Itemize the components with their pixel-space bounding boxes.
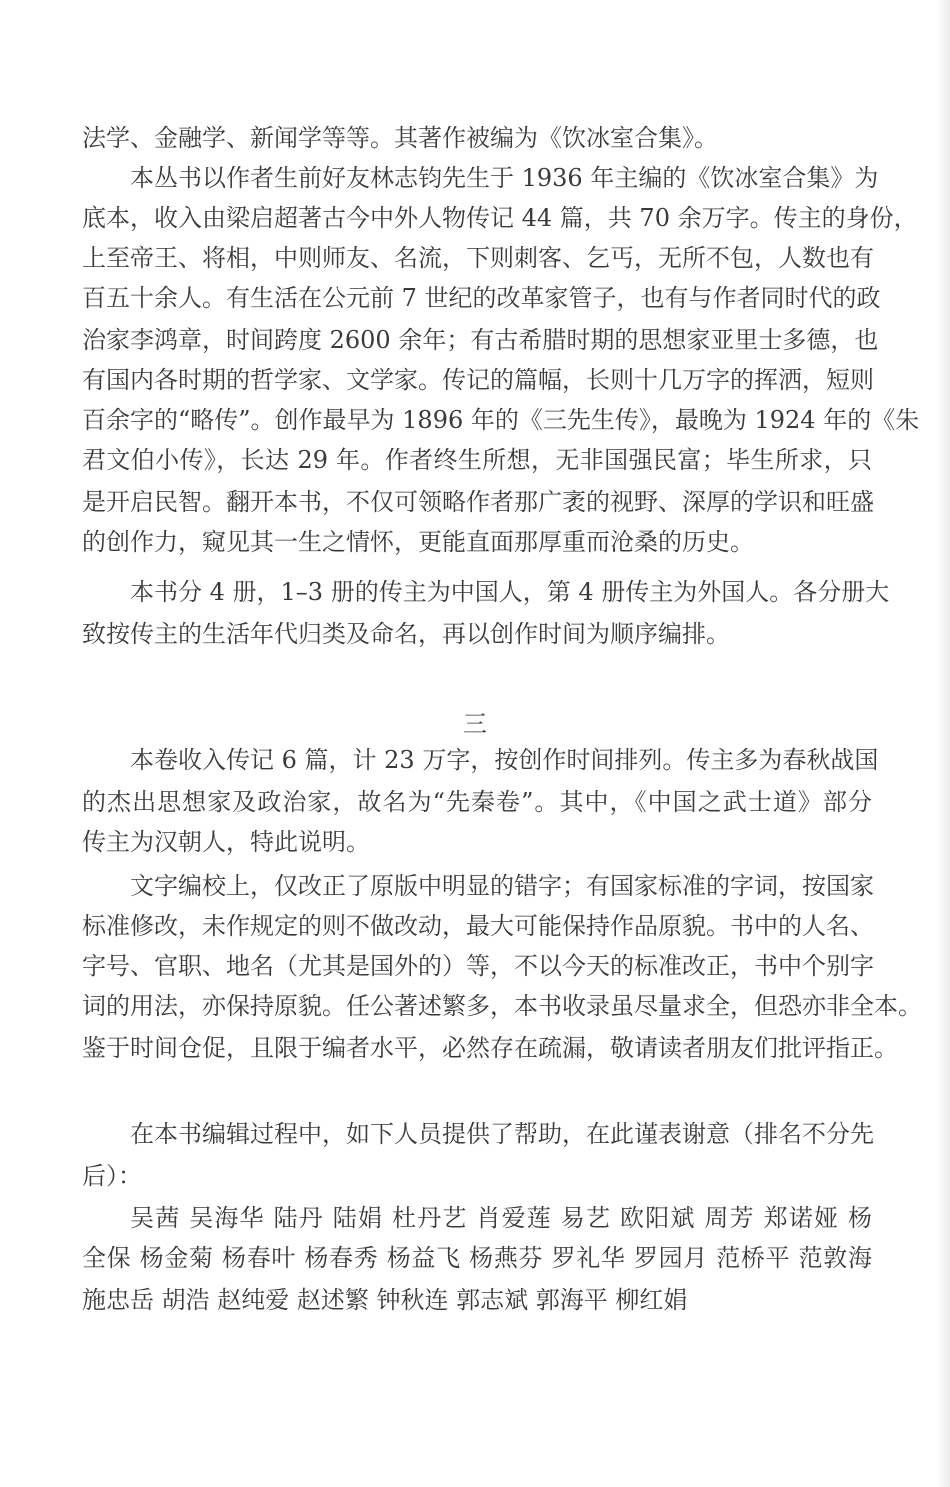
paragraph-line: 文字编校上，仅改正了原版中明显的错字；有国家标准的字词，按国家: [130, 872, 874, 900]
paragraph-line: 本丛书以作者生前好友林志钧先生于 1936 年主编的《饮冰室合集》为: [130, 164, 879, 192]
paragraph-line: 百余字的“略传”。创作最早为 1896 年的《三先生传》，最晚为 1924 年的《朱: [82, 406, 920, 434]
paragraph-line: 的杰出思想家及政治家，故名为“先秦卷”。其中，《中国之武士道》部分: [82, 788, 872, 816]
paragraph-line: 上至帝王、将相，中则师友、名流，下则刺客、乞丐，无所不包，人数也有: [82, 244, 874, 272]
paragraph-line: 有国内各时期的哲学家、文学家。传记的篇幅，长则十几万字的挥洒，短则: [82, 366, 874, 394]
paragraph-line: 底本，收入由梁启超著古今中外人物传记 44 篇，共 70 余万字。传主的身份，: [82, 204, 918, 232]
paragraph-line: 词的用法，亦保持原貌。任公著述繁多，本书收录虽尽量求全，但恐亦非全本。: [82, 992, 922, 1020]
paragraph-line: 致按传主的生活年代归类及命名，再以创作时间为顺序编排。: [82, 620, 730, 648]
paragraph-line: 是开启民智。翻开本书，不仅可领略作者那广袤的视野、深厚的学识和旺盛: [82, 488, 874, 516]
paragraph-line: 君文伯小传》，长达 29 年。作者终生所想，无非国强民富；毕生所求，只: [82, 446, 872, 474]
acknowledgement-line: 后）：: [82, 1162, 142, 1190]
paragraph-line: 法学、金融学、新闻学等等。其著作被编为《饮冰室合集》。: [82, 124, 718, 152]
paragraph-line: 传主为汉朝人，特此说明。: [82, 828, 370, 856]
paragraph-line: 鉴于时间仓促，且限于编者水平，必然存在疏漏，敬请读者朋友们批评指正。: [82, 1034, 898, 1062]
paragraph-line: 本卷收入传记 6 篇，计 23 万字，按创作时间排列。传主多为春秋战国: [130, 746, 879, 774]
section-heading: 三: [463, 710, 487, 738]
name-list-line: 施忠岳 胡浩 赵纯爱 赵述繁 钟秋连 郭志斌 郭海平 柳红娟: [82, 1286, 688, 1314]
paragraph-line: 百五十余人。有生活在公元前 7 世纪的改革家管子，也有与作者同时代的政: [82, 284, 881, 312]
name-list-line: 吴茜 吴海华 陆丹 陆娟 杜丹艺 肖爱莲 易艺 欧阳斌 周芳 郑诺娅 杨: [130, 1204, 872, 1232]
paragraph-line: 本书分 4 册，1–3 册的传主为中国人，第 4 册传主为外国人。各分册大: [130, 578, 890, 606]
paragraph-line: 治家李鸿章，时间跨度 2600 余年；有古希腊时期的思想家亚里士多德，也: [82, 326, 879, 354]
paragraph-line: 字号、官职、地名（尤其是国外的）等，不以今天的标准改正，书中个别字: [82, 952, 874, 980]
paragraph-line: 的创作力，窥见其一生之情怀，更能直面那厚重而沧桑的历史。: [82, 528, 754, 556]
acknowledgement-line: 在本书编辑过程中，如下人员提供了帮助，在此谨表谢意（排名不分先: [130, 1120, 874, 1148]
name-list-line: 全保 杨金菊 杨春叶 杨春秀 杨益飞 杨燕芬 罗礼华 罗园月 范桥平 范敦海: [82, 1244, 872, 1272]
paragraph-line: 标准修改，未作规定的则不做改动，最大可能保持作品原貌。书中的人名、: [82, 912, 874, 940]
